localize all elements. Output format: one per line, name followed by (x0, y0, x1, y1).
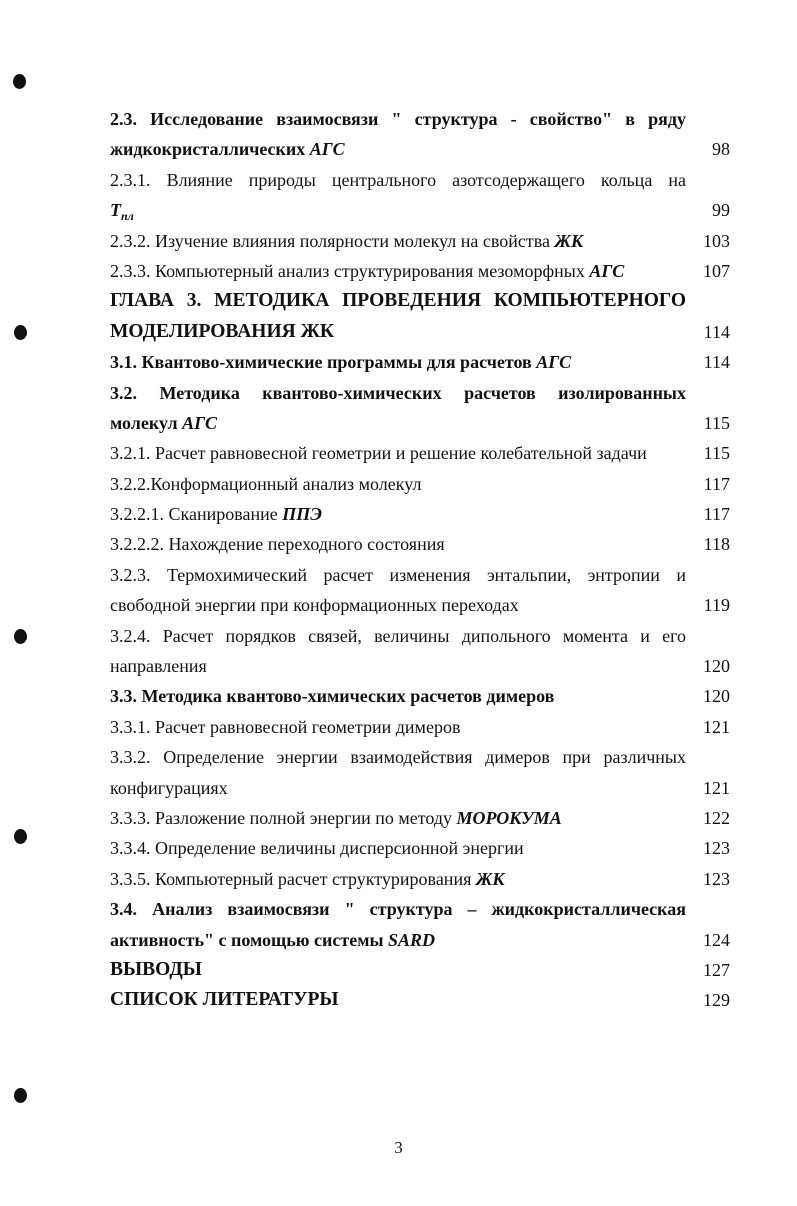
table-of-contents (110, 104, 730, 1016)
toc-entry (110, 469, 730, 499)
binding-hole-mark (14, 629, 27, 644)
toc-page-number: 122 (703, 807, 730, 828)
toc-entry (110, 347, 730, 377)
toc-entry-title: жидкокристаллических (110, 139, 306, 160)
toc-entry-title: молекул (110, 412, 178, 433)
toc-entry-title: 3.2.2.1. Сканирование (110, 504, 278, 525)
toc-entry-title: 2.3.2. Изучение влияния полярности молекул на свойства (110, 230, 550, 251)
toc-page-number: 114 (703, 352, 730, 373)
toc-chapter (110, 955, 730, 985)
toc-entry-title: 2.3.3. Компьютерный анализ структурирования мезоморфных (110, 260, 585, 281)
toc-page-number: 124 (703, 929, 730, 950)
toc-entry-title: 3.2.1. Расчет равновесной геометрии и решение колебательной задачи (110, 443, 647, 464)
toc-entry-title: 3.1. Квантово-химические программы для расчетов (110, 352, 532, 373)
toc-entry (110, 499, 730, 529)
toc-entry (110, 712, 730, 742)
toc-abbreviation: АГС (536, 352, 572, 373)
toc-entry (110, 408, 730, 438)
toc-entry (110, 256, 730, 286)
toc-page-number: 98 (712, 139, 730, 160)
toc-page-number: 120 (703, 656, 730, 677)
toc-entry-title: 3.3.5. Компьютерный расчет структурирования (110, 868, 472, 889)
toc-entry (110, 590, 730, 620)
toc-page-number: 127 (703, 959, 730, 980)
toc-entry (110, 378, 730, 408)
toc-abbreviation: ЖК (475, 868, 505, 889)
toc-chapter-title: ВЫВОДЫ (110, 958, 202, 980)
toc-entry (110, 651, 730, 681)
toc-abbreviation: МОРОКУМА (456, 807, 562, 828)
toc-chapter (110, 286, 730, 316)
toc-entry-title: 3.3.4. Определение величины дисперсионной энергии (110, 838, 524, 859)
toc-entry-title: 2.3. Исследование взаимосвязи " структура - свойство" в ряду (110, 109, 686, 129)
toc-entry (110, 560, 730, 590)
toc-entry (110, 925, 730, 955)
toc-entry (110, 681, 730, 711)
toc-page-number: 121 (703, 777, 730, 798)
melting-temperature-symbol: Т (110, 200, 121, 221)
toc-page-number: 117 (703, 473, 730, 494)
toc-abbreviation: ЖК (554, 230, 584, 251)
toc-abbreviation: SARD (388, 929, 436, 950)
toc-entry-title: 3.2.2.Конформационный анализ молекул (110, 473, 422, 494)
toc-entry (110, 226, 730, 256)
melting-temperature-subscript: пл (121, 209, 134, 224)
toc-entry-title: 3.2.3. Термохимический расчет изменения энтальпии, энтропии и (110, 564, 686, 585)
toc-entry-title: 3.2. Методика квантово-химических расчетов изолированных (110, 382, 686, 403)
toc-entry (110, 803, 730, 833)
toc-entry-title: 3.3.3. Разложение полной энергии по методу (110, 807, 453, 828)
toc-entry-title: 3.3.2. Определение энергии взаимодействия димеров при различных (110, 747, 686, 768)
toc-page-number: 123 (703, 868, 730, 889)
toc-entry (110, 195, 730, 225)
toc-entry-title: направления (110, 656, 207, 677)
toc-page-number: 115 (703, 412, 730, 433)
toc-entry-title: конфигурациях (110, 777, 228, 798)
toc-entry (110, 438, 730, 468)
toc-abbreviation: АГС (309, 139, 345, 160)
toc-page-number: 117 (703, 504, 730, 525)
toc-page-number: 121 (703, 716, 730, 737)
toc-entry (110, 529, 730, 559)
toc-entry (110, 773, 730, 803)
toc-page-number: 115 (703, 443, 730, 464)
page-number: 3 (394, 1138, 403, 1157)
toc-entry-title: 3.2.4. Расчет порядков связей, величины дипольного момента и его (110, 625, 686, 646)
toc-abbreviation: АГС (589, 260, 625, 281)
toc-page-number: 103 (703, 230, 730, 251)
binding-hole-mark (14, 829, 27, 844)
toc-entry-title: 3.2.2.2. Нахождение переходного состояния (110, 534, 445, 555)
toc-page-number: 123 (703, 838, 730, 859)
toc-page-number: 99 (712, 200, 730, 221)
toc-entry (110, 621, 730, 651)
toc-abbreviation: АГС (182, 412, 218, 433)
toc-entry (110, 833, 730, 863)
toc-page-number: 114 (703, 321, 730, 342)
toc-chapter-title: ГЛАВА 3. МЕТОДИКА ПРОВЕДЕНИЯ КОМПЬЮТЕРНОГО (110, 290, 686, 312)
toc-entry (110, 165, 730, 195)
toc-entry-title: 2.3.1. Влияние природы центрального азотсодержащего кольца на (110, 169, 686, 190)
toc-entry (110, 742, 730, 772)
toc-chapter (110, 317, 730, 347)
toc-entry-title: активность" с помощью системы (110, 929, 384, 950)
toc-chapter (110, 985, 730, 1015)
toc-entry (110, 864, 730, 894)
toc-entry-title: 3.4. Анализ взаимосвязи " структура – жидкокристаллическая (110, 899, 686, 920)
toc-page-number: 107 (703, 260, 730, 281)
toc-abbreviation: ППЭ (282, 504, 322, 525)
toc-page-number: 118 (703, 534, 730, 555)
toc-chapter-title: МОДЕЛИРОВАНИЯ ЖК (110, 320, 335, 342)
binding-hole-mark (13, 74, 26, 89)
toc-chapter-title: СПИСОК ЛИТЕРАТУРЫ (110, 989, 339, 1011)
toc-entry (110, 894, 730, 924)
toc-entry-title: 3.3.1. Расчет равновесной геометрии димеров (110, 716, 461, 737)
toc-entry-title: 3.3. Методика квантово-химических расчетов димеров (110, 686, 555, 707)
binding-hole-mark (14, 1088, 27, 1103)
toc-entry-title: свободной энергии при конформационных переходах (110, 595, 519, 616)
toc-entry (110, 134, 730, 164)
toc-page-number: 129 (703, 990, 730, 1011)
toc-page-number: 119 (703, 595, 730, 616)
binding-hole-mark (14, 325, 27, 340)
toc-entry (110, 104, 730, 134)
toc-page-number: 120 (703, 686, 730, 707)
